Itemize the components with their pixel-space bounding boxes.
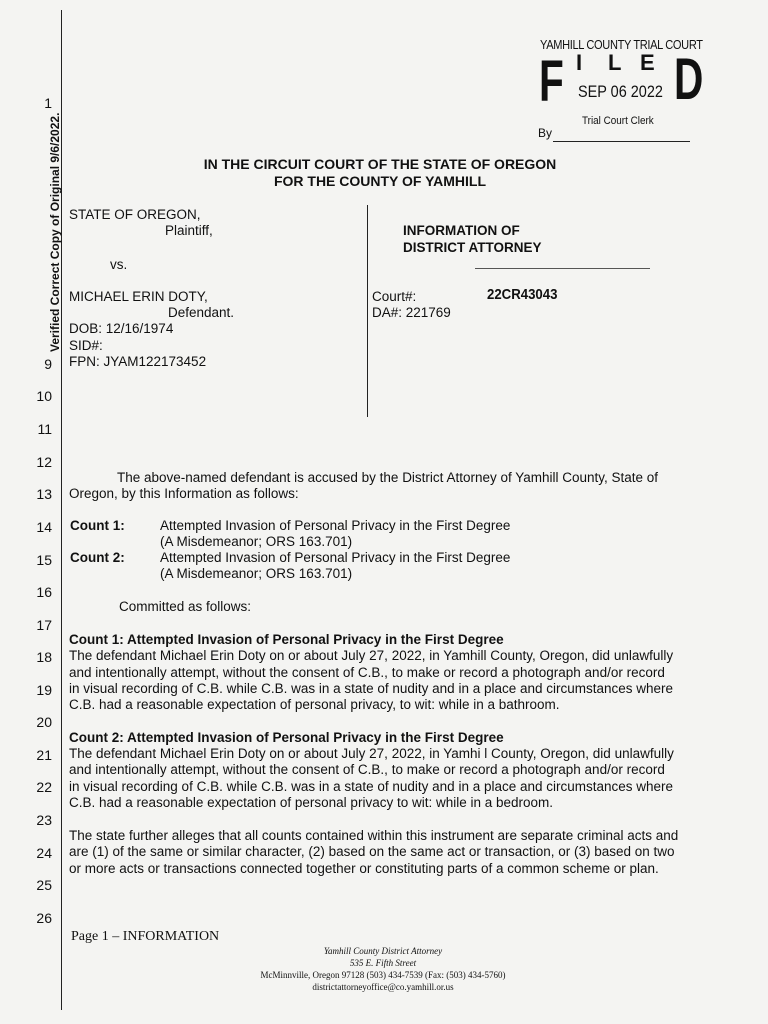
line-number: 9: [44, 356, 52, 372]
court-number-label: Court#:: [372, 289, 417, 304]
intro-line1: The above-named defendant is accused by the District Attorney of Yamhill County, State of: [117, 470, 659, 485]
intro-line2: Oregon, by this Information as follows:: [69, 486, 299, 501]
defendant-dob: DOB: 12/16/1974: [69, 321, 174, 336]
line-number: 11: [37, 421, 52, 437]
count-summary-charge: Attempted Invasion of Personal Privacy in the First Degree: [160, 518, 511, 533]
stamp-letter: E: [640, 50, 655, 75]
further-line: The state further alleges that all counts contained within this instrument are separate criminal acts and: [69, 828, 679, 843]
line-number: 19: [36, 682, 52, 698]
document-title-line1: INFORMATION OF: [403, 223, 520, 238]
further-line: or more acts or transactions connected together or constituting parts of a common scheme or plan.: [69, 861, 659, 876]
line-number: 24: [36, 845, 52, 861]
da-number: DA#: 221769: [372, 305, 451, 320]
line-number: 25: [36, 877, 52, 893]
versus: vs.: [110, 257, 128, 272]
stamp-signature-line: [553, 141, 690, 142]
verified-copy-stamp: Verified Correct Copy of Original 9/6/2022.: [48, 112, 62, 352]
count-summary-label: Count 1:: [70, 518, 125, 533]
plaintiff-name: STATE OF OREGON,: [69, 207, 201, 222]
line-number: 20: [36, 714, 52, 730]
stamp-letter: I: [576, 50, 583, 75]
stamp-date: SEP 06 2022: [578, 82, 663, 101]
footer-email: districtattorneyoffice@co.yamhill.or.us: [312, 982, 454, 992]
count-text-line: and intentionally attempt, without the consent of C.B., to make or record a photograph and/or record: [69, 665, 665, 680]
count-heading: Count 1: Attempted Invasion of Personal Privacy in the First Degree: [69, 632, 504, 647]
count-summary-class: (A Misdemeanor; ORS 163.701): [160, 566, 353, 581]
line-number: 26: [36, 910, 52, 926]
footer-street: 535 E. Fifth Street: [349, 958, 417, 968]
footer-office: Yamhill County District Attorney: [323, 946, 443, 956]
count-text-line: and intentionally attempt, without the consent of C.B., to make or record a photograph and/or record: [69, 762, 665, 777]
line-number: 13: [36, 486, 52, 502]
count-summary-class: (A Misdemeanor; ORS 163.701): [160, 534, 353, 549]
committed-as-follows: Committed as follows:: [119, 599, 252, 614]
document-title-line2: DISTRICT ATTORNEY: [403, 240, 542, 255]
line-number: 22: [36, 779, 52, 795]
count-text-line: in visual recording of C.B. while C.B. was in a state of nudity and in a place and circumstances where: [69, 779, 674, 794]
further-line: are (1) of the same or similar character, (2) based on the same act or transaction, or (3) based on two: [69, 844, 675, 859]
count-summary-charge: Attempted Invasion of Personal Privacy in the First Degree: [160, 550, 511, 565]
stamp-by-label: By: [538, 126, 553, 140]
count-text-line: The defendant Michael Erin Doty on or about July 27, 2022, in Yamhi l County, Oregon, did unlawfully: [69, 746, 674, 761]
line-number: 21: [36, 747, 52, 763]
count-text-line: C.B. had a reasonable expectation of personal privacy, to wit: while in a bathroom.: [69, 697, 560, 712]
line-number: 10: [36, 388, 52, 404]
court-heading-line2: FOR THE COUNTY OF YAMHILL: [273, 173, 487, 189]
count-heading: Count 2: Attempted Invasion of Personal Privacy in the First Degree: [69, 730, 504, 745]
stamp-letter: F: [539, 49, 564, 114]
caption-divider: [367, 205, 368, 417]
line-number: 15: [36, 552, 52, 568]
stamp-letter: L: [608, 50, 622, 75]
footer-city: McMinnville, Oregon 97128 (503) 434-7539 (Fax: (503) 434-5760): [260, 970, 506, 980]
court-heading-line1: IN THE CIRCUIT COURT OF THE STATE OF OREGON: [203, 156, 557, 172]
line-number: 1: [44, 95, 52, 111]
plaintiff-role: Plaintiff,: [165, 223, 213, 238]
defendant-fpn: FPN: JYAM122173452: [69, 354, 207, 369]
defendant-sid: SID#:: [69, 338, 103, 353]
count-text-line: The defendant Michael Erin Doty on or about July 27, 2022, in Yamhill County, Oregon, did unlawfully: [69, 648, 674, 663]
stamp-letter: D: [674, 47, 704, 112]
stamp-court-name: YAMHILL COUNTY TRIAL COURT: [540, 37, 703, 52]
line-number: 18: [36, 649, 52, 665]
defendant-name: MICHAEL ERIN DOTY,: [69, 289, 208, 304]
court-number: 22CR43043: [487, 286, 558, 303]
line-number: 23: [36, 812, 52, 828]
count-text-line: in visual recording of C.B. while C.B. was in a state of nudity and in a place and circumstances where: [69, 681, 674, 696]
line-number: 12: [36, 454, 52, 470]
line-number: 16: [36, 584, 52, 600]
count-text-line: C.B. had a reasonable expectation of personal privacy to wit: while in a bedroom.: [69, 795, 554, 810]
line-number: 17: [36, 617, 52, 633]
defendant-role: Defendant.: [168, 305, 235, 320]
caption-rule: [475, 268, 650, 269]
line-number: 14: [36, 519, 52, 535]
count-summary-label: Count 2:: [70, 550, 125, 565]
page-footer-label: Page 1 – INFORMATION: [71, 929, 220, 944]
stamp-clerk: Trial Court Clerk: [582, 115, 654, 127]
